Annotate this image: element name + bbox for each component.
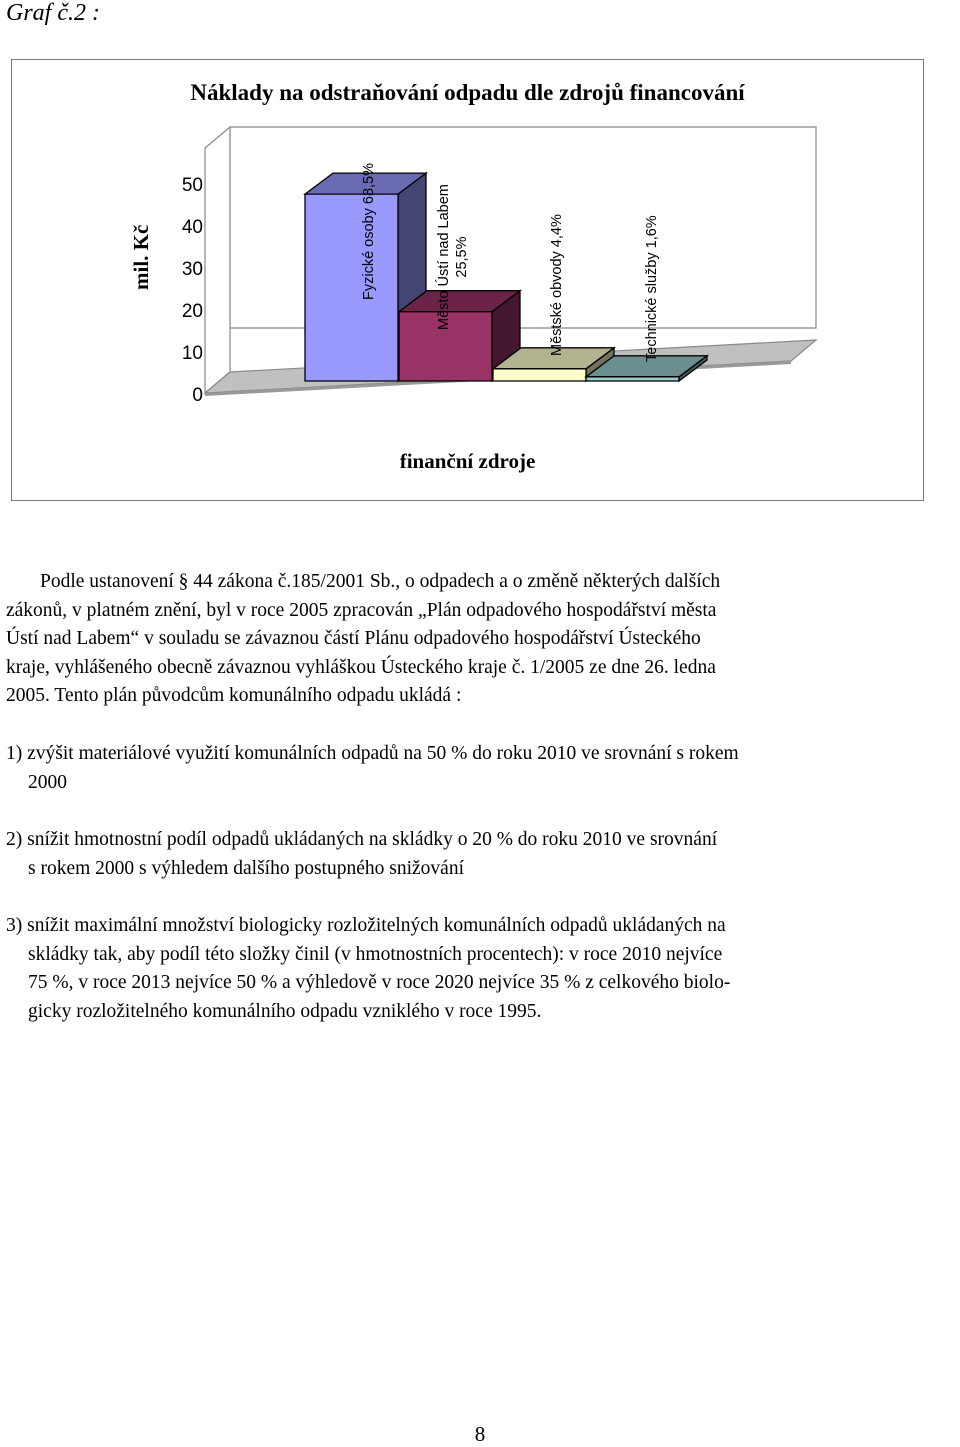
list-item-3-line-1: 3) snížit maximální množství biologicky rozložitelných komunálních odpadů ukládaných na	[6, 915, 726, 936]
bar-label-mesto: Město Ústí nad Labem 25,5%	[436, 184, 470, 330]
list-item-3	[6, 912, 956, 1026]
bar-front-0	[305, 194, 398, 381]
y-axis-label: mil. Kč	[129, 224, 153, 290]
list-item-1	[6, 740, 956, 797]
list-item-3-line-2: skládky tak, aby podíl této složky činil (v hmotnostních procentech): v roce 2010 nejvíce	[28, 943, 723, 965]
list-item-3-line-3: 75 %, v roce 2013 nejvíce 50 % a výhledově v roce 2020 nejvíce 35 % z celkového biolo-	[28, 972, 731, 993]
list-item-3-line-4: gicky rozložitelného komunálního odpadu vzniklého v roce 1995.	[28, 1000, 542, 1022]
paragraph-line-1: Podle ustanovení § 44 zákona č.185/2001 Sb., o odpadech a o změně některých dalších	[40, 571, 721, 592]
paragraph-line-3: Ústí nad Labem“ v souladu se závaznou částí Plánu odpadového hospodářství Ústeckého	[6, 628, 701, 649]
bar-label-fyzicke-osoby: Fyzické osoby 68,5%	[361, 162, 377, 300]
list-item-2	[6, 826, 956, 883]
x-axis-label: finanční zdroje	[399, 449, 536, 473]
paragraph-line-5: 2005. Tento plán původcům komunálního odpadu ukládá :	[6, 685, 462, 706]
list-item-1-line-1: 1) zvýšit materiálové využití komunálních odpadů na 50 % do roku 2010 ve srovnání s rokem	[6, 743, 739, 764]
paragraph-line-2: zákonů, v platném znění, byl v roce 2005 zpracován „Plán odpadového hospodářství města	[6, 599, 717, 621]
list-item-1-line-2: 2000	[28, 771, 67, 793]
chart-title: Náklady na odstraňování odpadu dle zdrojů financování	[190, 80, 745, 105]
intro-paragraph	[6, 568, 956, 711]
paragraph-line-4: kraje, vyhlášeného obecně závaznou vyhláškou Ústeckého kraje č. 1/2005 ze dne 26. ledna	[6, 656, 716, 678]
y-tick-40: 40	[181, 217, 203, 238]
list-item-2-line-2: s rokem 2000 s výhledem dalšího postupného snižování	[28, 857, 464, 879]
list-item-2-line-1: 2) snížit hmotnostní podíl odpadů ukládaných na skládky o 20 % do roku 2010 ve srovnání	[6, 829, 718, 850]
y-tick-0: 0	[192, 385, 203, 406]
bar-label-mestske-obvody: Městské obvody 4,4%	[549, 214, 565, 356]
y-tick-30: 30	[181, 259, 203, 280]
y-tick-20: 20	[181, 301, 203, 322]
y-tick-50: 50	[181, 175, 203, 196]
y-tick-10: 10	[181, 343, 203, 364]
page-number: 8	[474, 1422, 486, 1446]
bar-front-3	[586, 377, 679, 381]
figure-caption: Graf č.2 :	[6, 0, 100, 26]
bar-label-technicke-sluzby: Technické služby 1,6%	[644, 215, 660, 362]
bar-front-2	[493, 369, 586, 381]
side-wall	[205, 127, 230, 393]
chart-frame	[11, 59, 924, 501]
